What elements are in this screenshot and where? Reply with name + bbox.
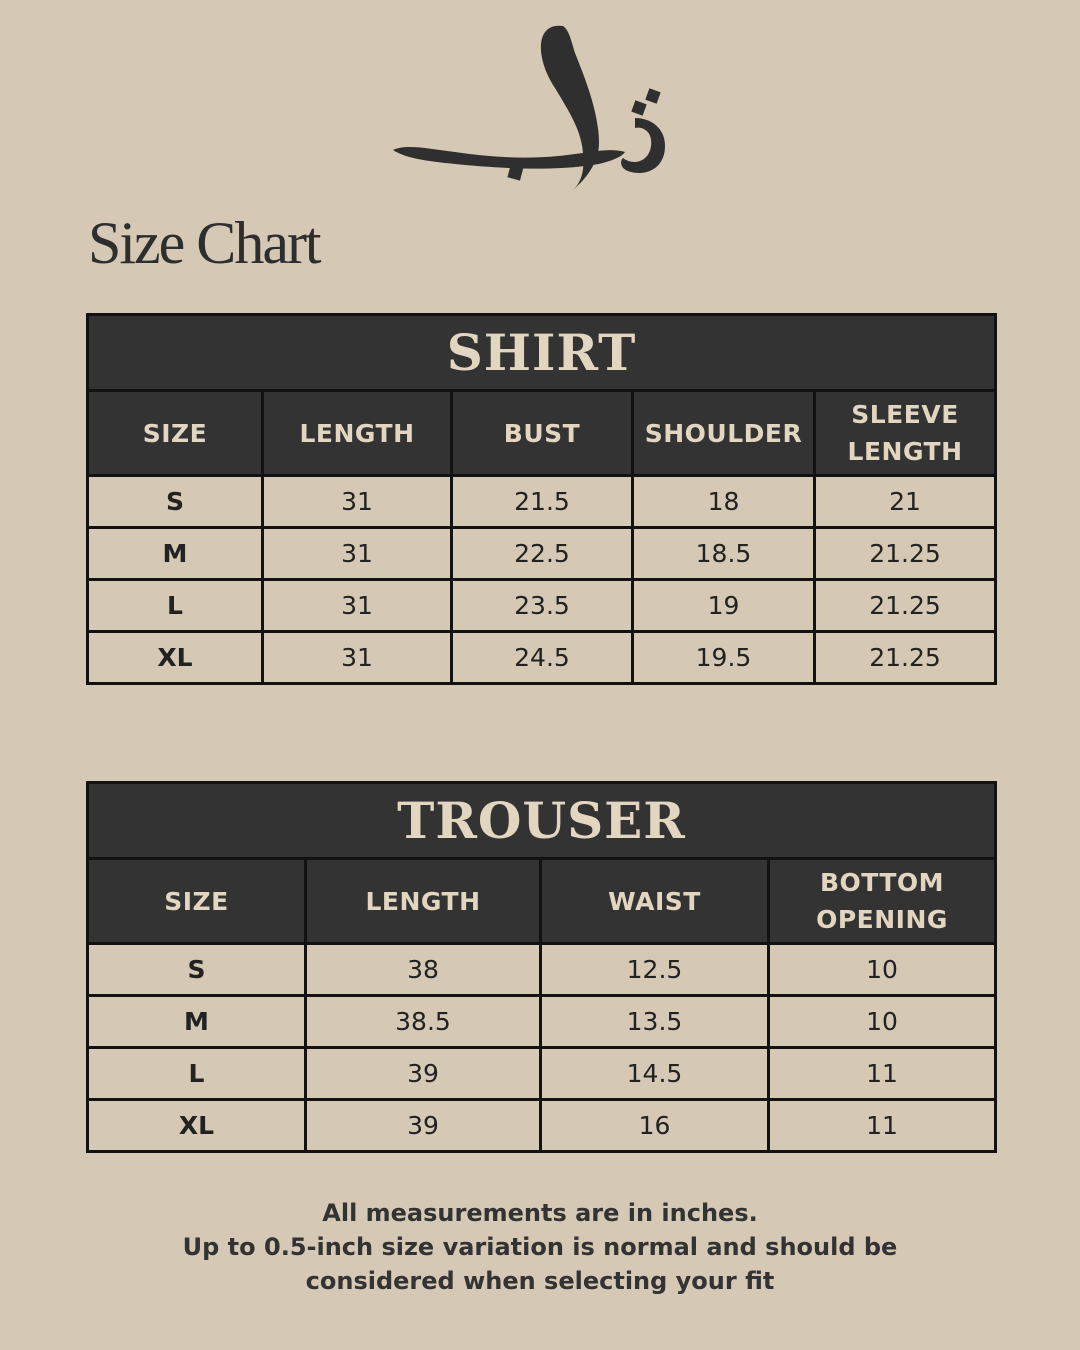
length-cell: 38.5 [306, 996, 541, 1048]
size-cell: S [88, 476, 263, 528]
sleeve-length-cell: 21 [815, 476, 996, 528]
column-header-sleeve-length: SLEEVE LENGTH [815, 391, 996, 476]
size-cell: L [88, 1048, 306, 1100]
length-cell: 38 [306, 944, 541, 996]
bottom-opening-cell: 10 [769, 944, 996, 996]
table-row [88, 476, 996, 528]
shirt-table-title: SHIRT [88, 315, 996, 391]
length-cell: 31 [263, 476, 452, 528]
size-cell: XL [88, 1100, 306, 1152]
arabic-calligraphy-logo-icon [385, 18, 675, 198]
column-header-length: LENGTH [306, 859, 541, 944]
footnote-line: All measurements are in inches. [322, 1199, 758, 1227]
bust-cell: 22.5 [452, 528, 633, 580]
waist-cell: 16 [541, 1100, 769, 1152]
column-header-length: LENGTH [263, 391, 452, 476]
trouser-table-title: TROUSER [88, 783, 996, 859]
table-row [88, 632, 996, 684]
footnote-line: considered when selecting your fit [305, 1267, 775, 1295]
sleeve-length-cell: 21.25 [815, 528, 996, 580]
column-header-size: SIZE [88, 391, 263, 476]
shirt-header-row [88, 391, 996, 476]
column-header-size: SIZE [88, 859, 306, 944]
table-row [88, 996, 996, 1048]
footnote-line: Up to 0.5-inch size variation is normal and should be [182, 1233, 898, 1261]
waist-cell: 13.5 [541, 996, 769, 1048]
page-title: Size Chart [88, 210, 320, 276]
length-cell: 31 [263, 528, 452, 580]
length-cell: 31 [263, 580, 452, 632]
shoulder-cell: 19.5 [633, 632, 815, 684]
table-row [88, 580, 996, 632]
column-header-bust: BUST [452, 391, 633, 476]
table-row [88, 944, 996, 996]
shirt-title-row [88, 315, 996, 391]
size-cell: M [88, 996, 306, 1048]
sleeve-length-cell: 21.25 [815, 580, 996, 632]
waist-cell: 14.5 [541, 1048, 769, 1100]
table-row [88, 528, 996, 580]
length-cell: 39 [306, 1100, 541, 1152]
bust-cell: 24.5 [452, 632, 633, 684]
shoulder-cell: 18 [633, 476, 815, 528]
size-cell: S [88, 944, 306, 996]
size-cell: XL [88, 632, 263, 684]
waist-cell: 12.5 [541, 944, 769, 996]
size-cell: M [88, 528, 263, 580]
length-cell: 31 [263, 632, 452, 684]
measurement-footnote [0, 1196, 1080, 1298]
sleeve-length-cell: 21.25 [815, 632, 996, 684]
column-header-waist: WAIST [541, 859, 769, 944]
table-row [88, 1100, 996, 1152]
table-row [88, 1048, 996, 1100]
trouser-title-row [88, 783, 996, 859]
bottom-opening-cell: 10 [769, 996, 996, 1048]
bust-cell: 23.5 [452, 580, 633, 632]
column-header-bottom-opening: BOTTOM OPENING [769, 859, 996, 944]
column-header-shoulder: SHOULDER [633, 391, 815, 476]
shoulder-cell: 19 [633, 580, 815, 632]
length-cell: 39 [306, 1048, 541, 1100]
bottom-opening-cell: 11 [769, 1048, 996, 1100]
trouser-size-table [86, 781, 997, 1153]
shoulder-cell: 18.5 [633, 528, 815, 580]
trouser-header-row [88, 859, 996, 944]
bottom-opening-cell: 11 [769, 1100, 996, 1152]
shirt-size-table [86, 313, 997, 685]
bust-cell: 21.5 [452, 476, 633, 528]
size-cell: L [88, 580, 263, 632]
